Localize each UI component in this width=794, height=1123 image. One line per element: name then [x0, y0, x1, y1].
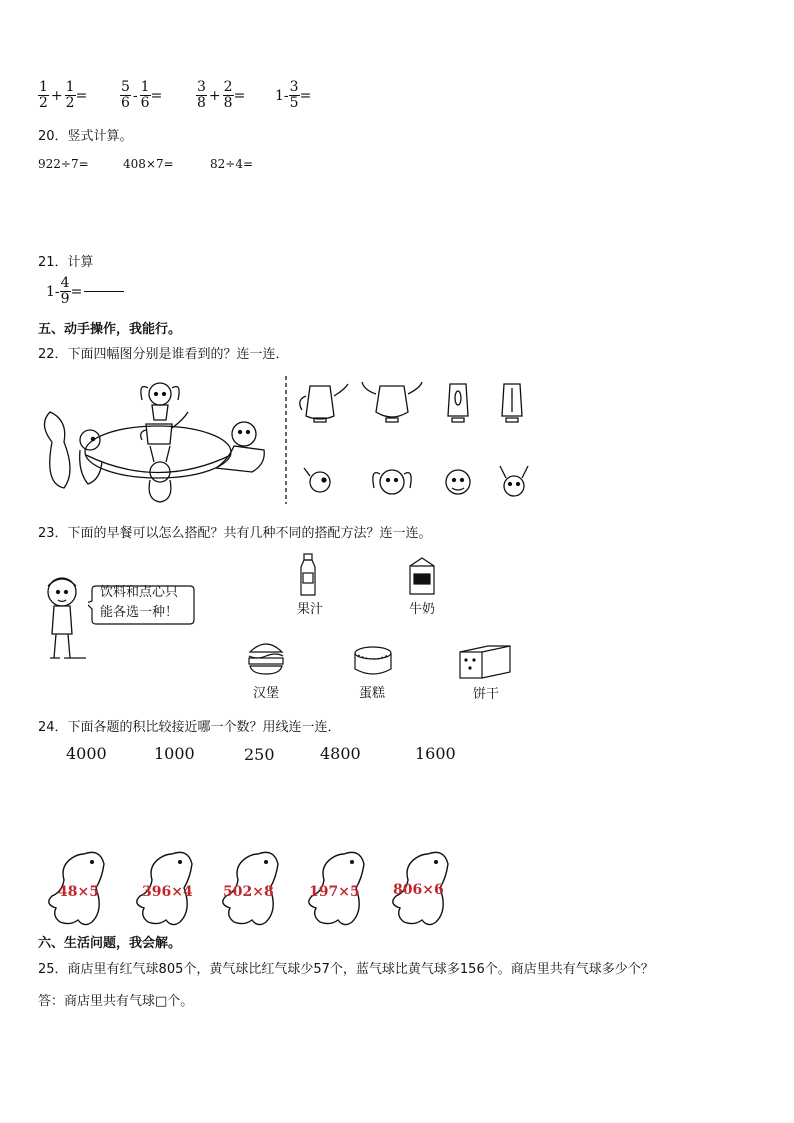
speech-bubble-line-1: 饮料和点心只 — [100, 585, 179, 600]
target-number: 250 — [244, 745, 275, 764]
answer-line: 答：商店里共有气球□个。 — [38, 994, 194, 1009]
milk-carton-icon — [406, 556, 438, 596]
juice-bottle-icon — [298, 553, 318, 597]
food-label-milk: 牛奶 — [409, 602, 436, 617]
fraction-expr-3: $\frac{3}{8}$ + $\frac{2}{8}$ = — [197, 79, 246, 111]
target-number: 4800 — [320, 744, 361, 763]
dog-head-icon — [373, 470, 411, 494]
ghost-expression: 502×8 — [223, 884, 274, 900]
question-24-text: 24．下面各题的积比较接近哪一个数？用线连一连． — [38, 720, 341, 735]
speech-bubble-line-2: 能各选一种！ — [100, 605, 179, 620]
food-label-cake: 蛋糕 — [359, 686, 386, 701]
q22-figure — [38, 372, 538, 508]
teapot-side-view-icon — [300, 384, 348, 422]
vertical-calc-3: 82÷4= — [210, 157, 254, 171]
vertical-calc-1: 922÷7= — [38, 157, 89, 171]
section-5-heading: 五、动手操作，我能行。 — [38, 322, 182, 337]
boy-icon — [36, 572, 96, 664]
ghost-expression: 806×6 — [393, 882, 444, 898]
food-label-juice: 果汁 — [297, 602, 324, 617]
section-6-heading: 六、生活问题，我会解。 — [38, 936, 182, 951]
fraction-expr-1: $\frac{1}{2}$ + $\frac{1}{2}$ = — [39, 79, 88, 111]
monkey-head-icon — [446, 470, 470, 494]
target-number: 1000 — [154, 744, 195, 763]
cake-icon — [352, 645, 394, 679]
squirrel-head-icon — [304, 468, 330, 492]
teapot-front-view-icon — [362, 382, 422, 422]
hamburger-icon — [246, 636, 286, 676]
squirrel-icon — [44, 412, 102, 488]
teapot-handle-view-icon — [448, 384, 468, 422]
ghost-expression: 197×5 — [309, 884, 360, 900]
teapot-spout-view-icon — [502, 384, 522, 422]
question-23-text: 23．下面的早餐可以怎么搭配？共有几种不同的搭配方法？连一连。 — [38, 526, 432, 541]
question-21-expression: 1- $\frac{4}{9}$ = — [46, 276, 124, 307]
target-number: 4000 — [66, 744, 107, 763]
teapot-icon — [141, 412, 188, 444]
dog-icon — [141, 383, 179, 420]
food-label-hamburger: 汉堡 — [253, 686, 280, 701]
question-25-text: 25．商店里有红气球805个，黄气球比红气球少57个，蓝气球比黄气球多156个。商店里共有气球多少个？ — [38, 962, 654, 977]
food-label-biscuits: 饼干 — [473, 687, 500, 702]
question-22-text: 22．下面四幅图分别是谁看到的？连一连． — [38, 347, 289, 362]
rabbit-icon — [149, 446, 171, 502]
fraction-expr-4: 1- $\frac{3}{5}$ = — [275, 79, 312, 111]
question-21-title: 21．计算 — [38, 255, 94, 270]
target-number: 1600 — [415, 744, 456, 763]
ghost-expression: 48×5 — [58, 884, 99, 900]
round-table — [85, 426, 231, 478]
rabbit-head-icon — [500, 466, 528, 496]
vertical-calc-2: 408×7= — [123, 157, 174, 171]
round-table-scene — [44, 383, 264, 502]
ghost-expression: 396×4 — [142, 884, 193, 900]
fraction-expr-2: $\frac{5}{6}$ - $\frac{1}{6}$ = — [121, 79, 163, 111]
answer-blank[interactable] — [84, 291, 124, 292]
biscuits-icon — [458, 644, 512, 680]
question-20-title: 20．竖式计算。 — [38, 129, 133, 144]
